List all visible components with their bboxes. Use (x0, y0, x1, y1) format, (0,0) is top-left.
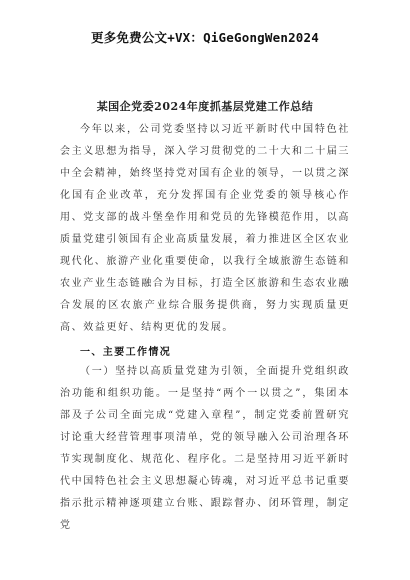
intro-paragraph-block (60, 119, 350, 339)
watermark-header: 更多免费公文+VX：QiGeGongWen2024 (91, 30, 319, 45)
section-heading: 一、主要工作情况 (80, 347, 172, 358)
intro-paragraph: 今年以来，公司党委坚持以习近平新时代中国特色社会主义思想为指导，深入学习贯彻党的二十大和二十届三中全会精神，始终坚持党对国有企业的领导，一以贯之深化国有企业改革，充分发挥国有企业党委的领导核心作用、党支部的战斗堡垒作用和党员的先锋模范作用，以高质量党建引领国有企业高质量发展，着力推进区全区农业现代化、旅游产业化重要使命，以我行全域旅游生态链和农业产业生态链融合为目标，打造全区旅游和生态农业融合发展的区农旅产业综合服务提供商，努力实现质量更高、效益更好、结构更优的发展。 (60, 124, 350, 333)
document-title: 某国企党委2024年度抓基层党建工作总结 (96, 100, 314, 113)
section-paragraph: （一）坚持以高质量党建为引领，全面提升党组织政治功能和组织功能。一是坚持“两个一以贯之”，集团本部及子公司全面完成“党建入章程”，制定党委前置研究讨论重大经营管理事项清单，党的领导融入公司治理各环节实现制度化、规范化、程序化。二是坚持用习近平新时代中国特色社会主义思想凝心铸魂，对习近平总书记重要指示批示精神逐项建立台账、跟踪督办、闭环管理，制定党 (60, 366, 350, 531)
section-paragraph-block (60, 361, 350, 537)
